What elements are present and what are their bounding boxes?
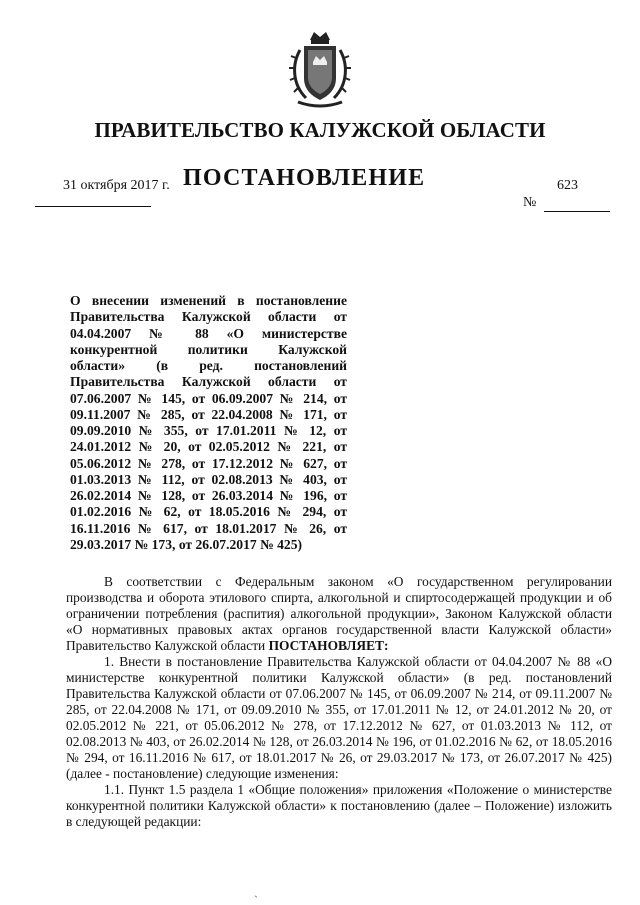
coat-of-arms-icon [286, 28, 354, 110]
clause-1-1-paragraph: 1.1. Пункт 1.5 раздела 1 «Общие положения» приложения «Положение о министерстве конкурентной политики Калужской области» к постановлению (далее – Положение) изложить в следующей редакции: [66, 782, 612, 829]
document-type-title: ПОСТАНОВЛЕНИЕ [183, 165, 426, 191]
document-number: 623 [557, 178, 578, 193]
date-underline [35, 206, 151, 207]
document-body [66, 574, 612, 830]
document-subject: О внесении изменений в постановление Правительства Калужской области от 04.04.2007 № 88 «О министерстве конкурентной политики Калужской области» (в ред. постановлений Правительства Калужской области от 07.06.2007 № 145, от 06.09.2007 № 214, от 09.11.2007 № 285, от 22.04.2008 № 171, от 09.09.2010 № 355, от 17.01.2011 № 12, от 24.01.2012 № 20, от 02.05.2012 № 221, от 05.06.2012 № 278, от 17.12.2012 № 627, от 01.03.2013 № 112, от 02.08.2013 № 403, от 26.02.2014 № 128, от 26.03.2014 № 196, от 01.02.2016 № 62, от 18.05.2016 № 294, от 16.11.2016 № 617, от 18.01.2017 № 26, от 29.03.2017 № 173, от 26.07.2017 № 425) [70, 293, 347, 552]
preamble-text: В соответствии с Федеральным законом «О государственном регулировании производства и оборота этилового спирта, алкогольной и спиртосодержащей продукции и об ограничении потребления (распития) алкогольной продукции», Законом Калужской области «О нормативных правовых актах органов государственной власти Калужской области» Правительство Калужской области [66, 574, 612, 653]
preamble-paragraph [66, 574, 612, 654]
number-sign: № [523, 195, 537, 210]
stray-mark: ˏ [254, 884, 258, 898]
clause-1-paragraph: 1. Внести в постановление Правительства Калужской области от 04.04.2007 № 88 «О министерстве конкурентной политики Калужской области» (в ред. постановлений Правительства Калужской области от 07.06.2007 № 145, от 06.09.2007 № 214, от 09.11.2007 № 285, от 22.04.2008 № 171, от 09.09.2010 № 355, от 17.01.2011 № 12, от 24.01.2012 № 20, от 02.05.2012 № 221, от 05.06.2012 № 278, от 17.12.2012 № 627, от 01.03.2013 № 112, от 02.08.2013 № 403, от 26.02.2014 № 128, от 26.03.2014 № 196, от 01.02.2016 № 62, от 18.05.2016 № 294, от 16.11.2016 № 617, от 18.01.2017 № 26, от 29.03.2017 № 173, от 26.07.2017 № 425) (далее - постановление) следующие изменения: [66, 654, 612, 781]
number-underline [544, 211, 610, 212]
document-date: 31 октября 2017 г. [63, 178, 170, 193]
government-title: ПРАВИТЕЛЬСТВО КАЛУЖСКОЙ ОБЛАСТИ [94, 118, 546, 142]
decree-word: ПОСТАНОВЛЯЕТ: [268, 638, 389, 653]
coat-of-arms-emblem [286, 28, 354, 110]
